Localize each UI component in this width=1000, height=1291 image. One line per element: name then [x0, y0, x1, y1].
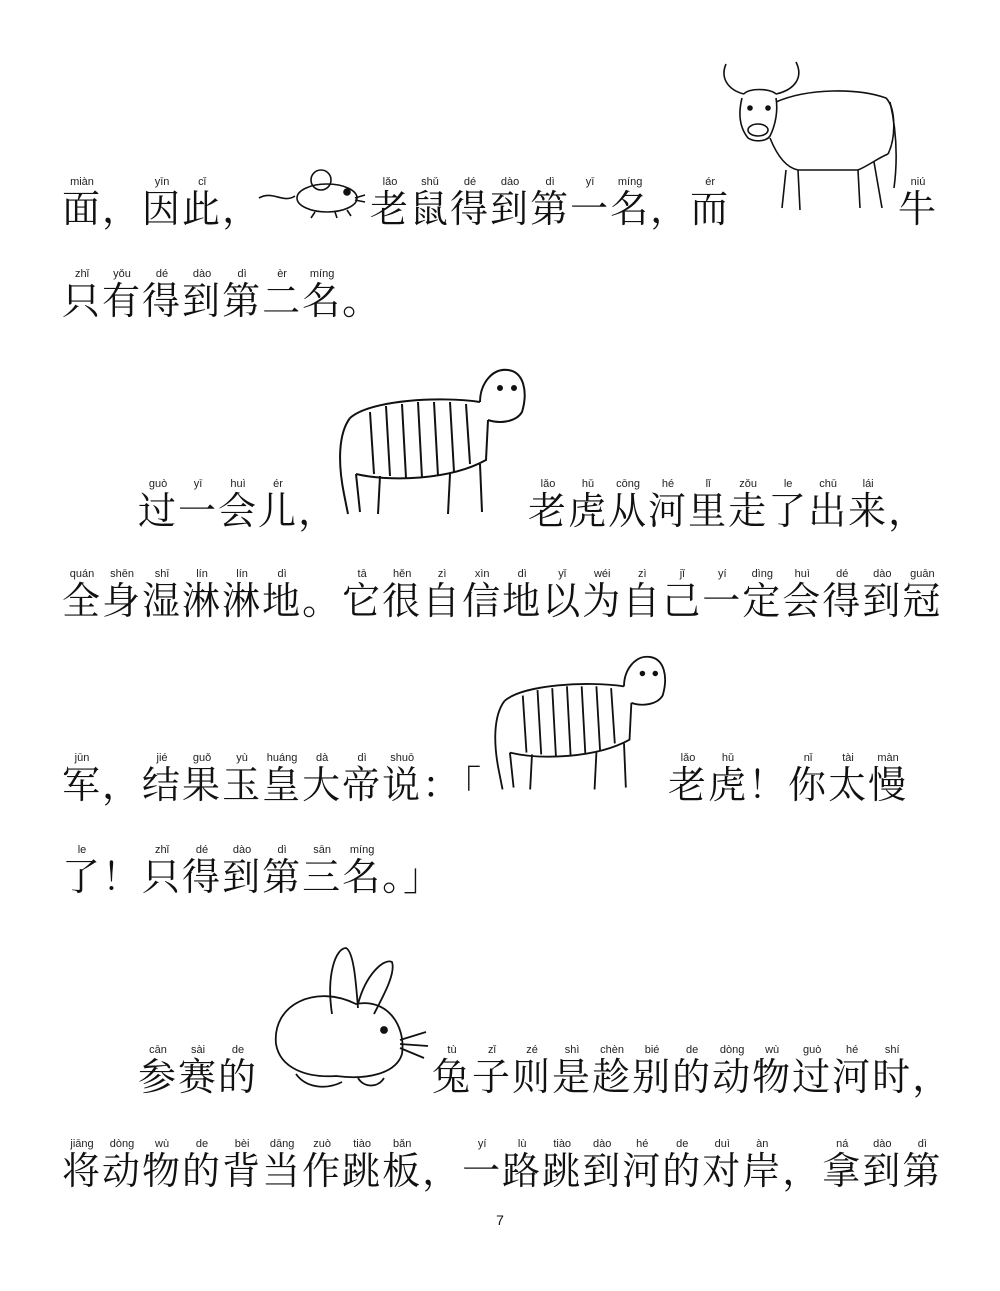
pinyin: wù [142, 1138, 183, 1150]
pinyin: shēn [102, 568, 143, 580]
pinyin: ér [690, 176, 731, 188]
tiger-illustration [486, 648, 670, 802]
hanzi-with-pinyin: 一yī [178, 478, 219, 533]
punctuation: ， [102, 763, 143, 807]
pinyin: dì [262, 844, 303, 856]
hanzi-with-pinyin: 得dé [450, 176, 491, 231]
pinyin: tā [342, 568, 383, 580]
hanzi-with-pinyin: 将jiāng [62, 1138, 103, 1193]
hanzi-with-pinyin: 三sān [302, 844, 343, 899]
hanzi-with-pinyin: 第dì [530, 176, 571, 231]
punctuation: ， [782, 1149, 823, 1193]
pinyin: niú [898, 176, 938, 188]
hanzi-with-pinyin: 来lái [848, 478, 889, 533]
hanzi-with-pinyin: 则zé [512, 1044, 553, 1099]
hanzi-with-pinyin: 很hěn [382, 568, 423, 623]
pinyin: shī [142, 568, 183, 580]
pinyin: zǒu [728, 478, 769, 490]
pinyin: guān [902, 568, 943, 580]
pinyin: shuō [382, 752, 423, 764]
pinyin: shǔ [410, 176, 451, 188]
pinyin: dé [182, 844, 223, 856]
pinyin: àn [742, 1138, 783, 1150]
hanzi-with-pinyin: 河hé [648, 478, 689, 533]
hanzi-with-pinyin: 名míng [342, 844, 383, 899]
punctuation: ， [888, 489, 929, 533]
text-line [62, 844, 444, 899]
pinyin: zǐ [472, 1044, 513, 1056]
pinyin: dāng [262, 1138, 303, 1150]
text-line [668, 752, 909, 807]
pinyin: cān [138, 1044, 178, 1056]
hanzi-with-pinyin: 淋lín [222, 568, 263, 623]
pinyin: jǐ [662, 568, 703, 580]
punctuation: ， [102, 187, 143, 231]
punctuation: ， [422, 1149, 463, 1193]
hanzi-with-pinyin: 鼠shǔ [410, 176, 451, 231]
hanzi-with-pinyin: 走zǒu [728, 478, 769, 533]
pinyin: lín [182, 568, 223, 580]
hanzi-with-pinyin: 以yǐ [542, 568, 583, 623]
pinyin: de [218, 1044, 259, 1056]
text-line [62, 176, 263, 231]
pinyin: tiào [542, 1138, 583, 1150]
hanzi-with-pinyin: 了le [768, 478, 809, 533]
hanzi-with-pinyin: 军jūn [62, 752, 103, 807]
pinyin: míng [302, 268, 343, 280]
hanzi-with-pinyin: 到dào [862, 1138, 903, 1193]
hanzi-with-pinyin: 地dì [502, 568, 543, 623]
text-line [62, 1138, 943, 1193]
pinyin: yī [178, 478, 219, 490]
pinyin: dì [902, 1138, 943, 1150]
hanzi-with-pinyin: 物wù [142, 1138, 183, 1193]
hanzi-with-pinyin: 只zhǐ [62, 268, 103, 323]
hanzi-with-pinyin: 帝dì [342, 752, 383, 807]
hanzi-with-pinyin: 过guò [792, 1044, 833, 1099]
hanzi-with-pinyin: 第dì [222, 268, 263, 323]
hanzi-with-pinyin: 它tā [342, 568, 383, 623]
hanzi-with-pinyin: 淋lín [182, 568, 223, 623]
page-number: 7 [496, 1212, 504, 1228]
hanzi-with-pinyin: 会huì [218, 478, 259, 533]
hanzi-with-pinyin: 定dìng [742, 568, 783, 623]
hanzi-with-pinyin: 身shēn [102, 568, 143, 623]
hanzi-with-pinyin: 虎hǔ [708, 752, 749, 807]
hanzi-with-pinyin: 跳tiào [342, 1138, 383, 1193]
pinyin: yǐ [542, 568, 583, 580]
text-line [432, 1044, 953, 1099]
pinyin: dào [582, 1138, 623, 1150]
pinyin: lái [848, 478, 889, 490]
pinyin: de [672, 1044, 713, 1056]
pinyin: huáng [262, 752, 303, 764]
punctuation: 。 [302, 579, 343, 623]
pinyin: dào [862, 568, 903, 580]
hanzi-with-pinyin: 里lǐ [688, 478, 729, 533]
pinyin: zé [512, 1044, 553, 1056]
pinyin: ér [258, 478, 299, 490]
pinyin: dì [222, 268, 263, 280]
hanzi-with-pinyin: 老lǎo [528, 478, 569, 533]
pinyin: tù [432, 1044, 472, 1056]
hanzi-with-pinyin: 物wù [752, 1044, 793, 1099]
hanzi-with-pinyin: 板bǎn [382, 1138, 423, 1193]
pinyin: sān [302, 844, 343, 856]
pinyin: zhǐ [142, 844, 183, 856]
pinyin: lǎo [528, 478, 568, 490]
hanzi-with-pinyin: 因yīn [142, 176, 183, 231]
hanzi-with-pinyin: 冠guān [902, 568, 943, 623]
pinyin: dào [862, 1138, 903, 1150]
pinyin: guò [792, 1044, 833, 1056]
hanzi-with-pinyin: 一yī [570, 176, 611, 231]
pinyin: quán [62, 568, 103, 580]
pinyin: guǒ [182, 752, 223, 764]
hanzi-with-pinyin: 岸àn [742, 1138, 783, 1193]
tiger-illustration [330, 364, 530, 524]
pinyin: lǐ [688, 478, 729, 490]
hanzi-with-pinyin: 会huì [782, 568, 823, 623]
pinyin: yù [222, 752, 263, 764]
hanzi-with-pinyin: 到dào [182, 268, 223, 323]
punctuation: ：「 [422, 763, 484, 807]
pinyin: ná [822, 1138, 863, 1150]
pinyin: hé [622, 1138, 663, 1150]
hanzi-with-pinyin: 为wéi [582, 568, 623, 623]
hanzi-with-pinyin: 儿ér [258, 478, 299, 533]
pinyin: hěn [382, 568, 423, 580]
hanzi-with-pinyin: 虎hǔ [568, 478, 609, 533]
hanzi-with-pinyin: 太tài [828, 752, 869, 807]
pinyin: chèn [592, 1044, 633, 1056]
hanzi-with-pinyin: 从cōng [608, 478, 649, 533]
hanzi-with-pinyin: 只zhǐ [142, 844, 183, 899]
punctuation: ， [298, 489, 339, 533]
hanzi-with-pinyin: 时shí [872, 1044, 913, 1099]
hanzi-with-pinyin: 全quán [62, 568, 103, 623]
hanzi-with-pinyin: 出chū [808, 478, 849, 533]
hanzi-with-pinyin: 到dào [222, 844, 263, 899]
pinyin: dòng [102, 1138, 143, 1150]
punctuation: ， [650, 187, 691, 231]
pinyin: dìng [742, 568, 783, 580]
pinyin: yí [462, 1138, 503, 1150]
hanzi-with-pinyin: 得dé [142, 268, 183, 323]
hanzi-with-pinyin: 你nǐ [788, 752, 829, 807]
hanzi-with-pinyin: 大dà [302, 752, 343, 807]
hanzi-with-pinyin: 皇huáng [262, 752, 303, 807]
hanzi-with-pinyin: 的de [218, 1044, 259, 1099]
punctuation: 。」 [382, 855, 444, 899]
pinyin: sài [178, 1044, 219, 1056]
pinyin: shí [872, 1044, 913, 1056]
hanzi-with-pinyin: 一yí [462, 1138, 503, 1193]
pinyin: lín [222, 568, 263, 580]
pinyin: míng [610, 176, 651, 188]
pinyin: bèi [222, 1138, 263, 1150]
pinyin: tiào [342, 1138, 383, 1150]
pinyin: zì [422, 568, 463, 580]
punctuation: 。 [342, 279, 383, 323]
text-line [898, 176, 939, 231]
punctuation: ， [222, 187, 263, 231]
text-line [138, 478, 339, 533]
pinyin: wéi [582, 568, 623, 580]
pinyin: hé [832, 1044, 873, 1056]
hanzi-with-pinyin: 第dì [902, 1138, 943, 1193]
hanzi-with-pinyin: 玉yù [222, 752, 263, 807]
pinyin: bǎn [382, 1138, 423, 1150]
pinyin: lǎo [370, 176, 410, 188]
hanzi-with-pinyin: 作zuò [302, 1138, 343, 1193]
pinyin: hǔ [708, 752, 749, 764]
punctuation: ！ [102, 855, 143, 899]
pinyin: jūn [62, 752, 102, 764]
pinyin: zhǐ [62, 268, 102, 280]
pinyin: dì [502, 568, 543, 580]
hanzi-with-pinyin: 到dào [582, 1138, 623, 1193]
rat-icon [255, 168, 367, 222]
pinyin: nǐ [788, 752, 829, 764]
hanzi-with-pinyin: 湿shī [142, 568, 183, 623]
pinyin: lù [502, 1138, 543, 1150]
pinyin: dào [222, 844, 263, 856]
hanzi-with-pinyin: 二èr [262, 268, 303, 323]
punctuation: ！ [748, 763, 789, 807]
hanzi-with-pinyin: 得dé [822, 568, 863, 623]
pinyin: huì [782, 568, 823, 580]
text-line [138, 1044, 259, 1099]
hanzi-with-pinyin: 面miàn [62, 176, 103, 231]
hanzi-with-pinyin: 路lù [502, 1138, 543, 1193]
pinyin: lǎo [668, 752, 708, 764]
pinyin: xìn [462, 568, 503, 580]
hanzi-with-pinyin: 了le [62, 844, 103, 899]
hanzi-with-pinyin: 得dé [182, 844, 223, 899]
pinyin: màn [868, 752, 909, 764]
ox-illustration [718, 58, 900, 220]
hanzi-with-pinyin: 自zì [422, 568, 463, 623]
pinyin: guò [138, 478, 179, 490]
hanzi-with-pinyin: 果guǒ [182, 752, 223, 807]
hanzi-with-pinyin: 老lǎo [370, 176, 411, 231]
pinyin: jié [142, 752, 183, 764]
pinyin: jiāng [62, 1138, 102, 1150]
pinyin: dòng [712, 1044, 753, 1056]
pinyin: dé [822, 568, 863, 580]
pinyin: le [768, 478, 809, 490]
pinyin: cōng [608, 478, 649, 490]
punctuation: ， [912, 1055, 953, 1099]
hanzi-with-pinyin: 一yí [702, 568, 743, 623]
hanzi-with-pinyin: 有yǒu [102, 268, 143, 323]
pinyin: míng [342, 844, 383, 856]
hanzi-with-pinyin: 第dì [262, 844, 303, 899]
hanzi-with-pinyin: 名míng [610, 176, 651, 231]
hanzi-with-pinyin: 趁chèn [592, 1044, 633, 1099]
pinyin: wù [752, 1044, 793, 1056]
pinyin: dì [262, 568, 303, 580]
pinyin: le [62, 844, 102, 856]
hanzi-with-pinyin: 背bèi [222, 1138, 263, 1193]
text-line [62, 568, 943, 623]
text-line [370, 176, 731, 231]
hanzi-with-pinyin: 跳tiào [542, 1138, 583, 1193]
hanzi-with-pinyin: 河hé [622, 1138, 663, 1193]
hanzi-with-pinyin: 地dì [262, 568, 303, 623]
pinyin: yǒu [102, 268, 143, 280]
hanzi-with-pinyin: 拿ná [822, 1138, 863, 1193]
pinyin: shì [552, 1044, 593, 1056]
hanzi-with-pinyin: 信xìn [462, 568, 503, 623]
pinyin: de [662, 1138, 703, 1150]
hanzi-with-pinyin: 而ér [690, 176, 731, 231]
hanzi-with-pinyin: 此cǐ [182, 176, 223, 231]
hanzi-with-pinyin: 河hé [832, 1044, 873, 1099]
pinyin: miàn [62, 176, 102, 188]
hanzi-with-pinyin: 是shì [552, 1044, 593, 1099]
hanzi-with-pinyin: 参cān [138, 1044, 179, 1099]
pinyin: dì [530, 176, 571, 188]
hanzi-with-pinyin: 对duì [702, 1138, 743, 1193]
hanzi-with-pinyin: 赛sài [178, 1044, 219, 1099]
rabbit-illustration [266, 944, 436, 1094]
pinyin: de [182, 1138, 223, 1150]
hanzi-with-pinyin: 过guò [138, 478, 179, 533]
pinyin: dào [490, 176, 531, 188]
text-line [528, 478, 929, 533]
pinyin: yī [570, 176, 611, 188]
hanzi-with-pinyin: 到dào [862, 568, 903, 623]
hanzi-with-pinyin: 动dòng [712, 1044, 753, 1099]
pinyin: bié [632, 1044, 673, 1056]
hanzi-with-pinyin: 牛niú [898, 176, 939, 231]
hanzi-with-pinyin: 子zǐ [472, 1044, 513, 1099]
text-line [62, 752, 484, 807]
pinyin: dà [302, 752, 343, 764]
hanzi-with-pinyin: 说shuō [382, 752, 423, 807]
pinyin: huì [218, 478, 259, 490]
hanzi-with-pinyin: 的de [672, 1044, 713, 1099]
hanzi-with-pinyin: 自zì [622, 568, 663, 623]
pinyin: zì [622, 568, 663, 580]
pinyin: cǐ [182, 176, 223, 188]
hanzi-with-pinyin: 兔tù [432, 1044, 473, 1099]
pinyin: dào [182, 268, 223, 280]
pinyin: yīn [142, 176, 183, 188]
hanzi-with-pinyin: 到dào [490, 176, 531, 231]
hanzi-with-pinyin: 的de [182, 1138, 223, 1193]
pinyin: èr [262, 268, 303, 280]
pinyin: dé [142, 268, 183, 280]
hanzi-with-pinyin: 当dāng [262, 1138, 303, 1193]
hanzi-with-pinyin: 结jié [142, 752, 183, 807]
hanzi-with-pinyin: 老lǎo [668, 752, 709, 807]
pinyin: yí [702, 568, 743, 580]
hanzi-with-pinyin: 名míng [302, 268, 343, 323]
hanzi-with-pinyin: 别bié [632, 1044, 673, 1099]
pinyin: hé [648, 478, 689, 490]
pinyin: tài [828, 752, 869, 764]
pinyin: dé [450, 176, 491, 188]
pinyin: chū [808, 478, 849, 490]
hanzi-with-pinyin: 己jǐ [662, 568, 703, 623]
hanzi-with-pinyin: 动dòng [102, 1138, 143, 1193]
text-line [62, 268, 383, 323]
hanzi-with-pinyin: 的de [662, 1138, 703, 1193]
pinyin: dì [342, 752, 383, 764]
pinyin: duì [702, 1138, 743, 1150]
hanzi-with-pinyin: 慢màn [868, 752, 909, 807]
pinyin: zuò [302, 1138, 343, 1150]
pinyin: hǔ [568, 478, 609, 490]
